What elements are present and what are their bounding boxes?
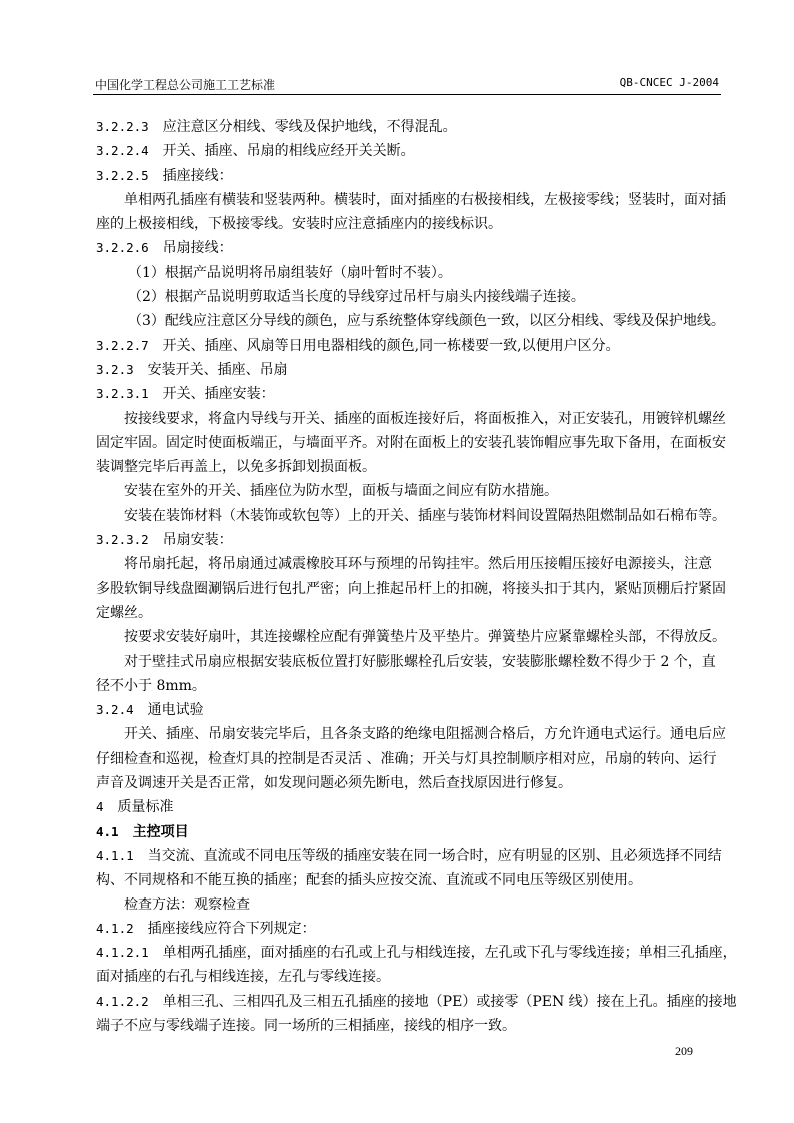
text-line bbox=[96, 334, 722, 358]
section-number: 4.1 bbox=[96, 823, 119, 839]
text-line bbox=[96, 650, 722, 674]
page-header bbox=[93, 76, 721, 95]
text-line bbox=[96, 285, 722, 309]
line-text: 开关、插座、吊扇安装完毕后，且各条支路的绝缘电阻摇测合格后，方允许通电式运行。通电后应 bbox=[124, 726, 726, 743]
page-number: 209 bbox=[675, 1044, 693, 1058]
line-text: 质量标准 bbox=[103, 799, 174, 816]
line-text: 安装在室外的开关、插座位为防水型，面板与墙面之间应有防水措施。 bbox=[124, 483, 558, 500]
text-line bbox=[96, 261, 722, 285]
section-number: 3.2.2.3 bbox=[96, 119, 149, 134]
line-text: 装调整完毕后再盖上，以免多拆卸划损面板。 bbox=[96, 459, 376, 476]
line-text: 开关、插座安装： bbox=[148, 386, 275, 403]
section-number: 3.2.2.7 bbox=[96, 337, 149, 353]
line-text: 固定牢固。固定时使面板端正，与墙面平齐。对附在面板上的安装孔装饰帽应事先取下备用，在面板安 bbox=[96, 434, 726, 451]
line-text: 构、不同规格和不能互换的插座；配套的插头应按交流、直流或不同电压等级区别使用。 bbox=[96, 872, 642, 889]
line-text: 单相两孔插座，面对插座的右孔或上孔与相线连接，左孔或下孔与零线连接；单相三孔插座， bbox=[148, 945, 737, 962]
text-line bbox=[96, 820, 722, 844]
line-text: 定螺丝。 bbox=[96, 604, 152, 621]
text-line bbox=[96, 1014, 722, 1038]
text-line bbox=[96, 625, 726, 649]
text-line bbox=[96, 455, 722, 479]
section-number: 4.1.2 bbox=[96, 920, 134, 936]
text-line bbox=[96, 528, 722, 552]
line-text: 单相三孔、三相四孔及三相五孔插座的接地（PE）或接零（PEN 线）接在上孔。插座的接地 bbox=[148, 993, 737, 1010]
section-number: 3.2.3.1 bbox=[96, 386, 149, 402]
section-number: 3.2.3.2 bbox=[96, 532, 149, 548]
text-line bbox=[96, 601, 722, 625]
text-line bbox=[96, 309, 725, 333]
section-number: 3.2.2.4 bbox=[96, 143, 149, 159]
line-text: 面对插座的右孔与相线连接，左孔与零线连接。 bbox=[96, 969, 390, 986]
line-text: 径不小于 8mm。 bbox=[96, 677, 206, 694]
text-line bbox=[96, 698, 722, 722]
section-number: 3.2.3 bbox=[96, 361, 134, 377]
text-line bbox=[96, 236, 722, 260]
line-text: 开关、插座、吊扇的相线应经开关关断。 bbox=[148, 143, 415, 160]
text-line bbox=[96, 115, 722, 139]
line-text: 当交流、直流或不同电压等级的插座安装在同一场合时，应有明显的区别、且必须选择不同结 bbox=[133, 847, 722, 864]
text-line bbox=[96, 358, 722, 382]
text-line bbox=[96, 212, 722, 236]
text-line bbox=[96, 504, 726, 528]
text-line bbox=[96, 431, 726, 455]
document-body bbox=[96, 115, 737, 1038]
text-line bbox=[96, 893, 722, 917]
text-line bbox=[96, 722, 726, 746]
line-text: 多股软铜导线盘圈涮锅后进行包扎严密；向上推起吊杆上的扣碗，将接头扣于其内，紧贴顶棚后拧紧固 bbox=[96, 580, 726, 597]
section-number: 3.2.2.6 bbox=[96, 240, 149, 256]
section-number: 4 bbox=[96, 799, 104, 815]
line-text: 按接线要求，将盒内导线与开关、插座的面板连接好后，将面板推入，对正安装孔，用镀锌机螺丝 bbox=[124, 410, 726, 427]
text-line bbox=[96, 577, 726, 601]
text-line bbox=[96, 164, 722, 188]
header-code: QB-CNCEC J-2004 bbox=[619, 76, 719, 89]
text-line bbox=[96, 139, 722, 163]
line-text: 开关、插座、风扇等日用电器相线的颜色,同一栋楼要一致,以便用户区分。 bbox=[148, 337, 620, 354]
line-text: 主控项目 bbox=[118, 823, 189, 840]
line-text: 对于壁挂式吊扇应根据安装底板位置打好膨胀螺栓孔后安装，安装膨胀螺栓数不得少于 2 个，直 bbox=[124, 653, 716, 670]
section-number: 4.1.1 bbox=[96, 847, 134, 863]
text-line bbox=[96, 747, 722, 771]
line-text: （1）根据产品说明将吊扇组装好（扇叶暂时不装）。 bbox=[128, 264, 452, 281]
line-text: 检查方法：观察检查 bbox=[124, 896, 250, 913]
line-text: 单相两孔插座有横装和竖装两种。横装时，面对插座的右极接相线，左极接零线；竖装时，面对插 bbox=[124, 191, 726, 208]
line-text: （3）配线应注意区分导线的颜色，应与系统整体穿线颜色一致，以区分相线、零线及保护地线。 bbox=[128, 313, 725, 330]
text-line bbox=[96, 868, 722, 892]
line-text: 吊扇安装： bbox=[148, 532, 233, 549]
line-text: 吊扇接线： bbox=[148, 240, 233, 257]
line-text: 安装在装饰材料（木装饰或软包等）上的开关、插座与装饰材料间设置隔热阻燃制品如石棉布等。 bbox=[124, 507, 726, 524]
line-text: 插座接线应符合下列规定： bbox=[133, 920, 316, 937]
header-title: 中国化学工程总公司施工工艺标准 bbox=[95, 78, 276, 92]
line-text: 按要求安装好扇叶，其连接螺栓应配有弹簧垫片及平垫片。弹簧垫片应紧靠螺栓头部，不得放反。 bbox=[124, 629, 726, 646]
text-line bbox=[96, 674, 722, 698]
line-text: 声音及调速开关是否正常，如发现问题必须先断电，然后查找原因进行修复。 bbox=[96, 775, 572, 792]
text-line bbox=[96, 479, 722, 503]
text-line bbox=[96, 771, 722, 795]
text-line bbox=[96, 965, 722, 989]
text-line bbox=[96, 552, 722, 576]
line-text: 端子不应与零线端子连接。同一场所的三相插座，接线的相序一致。 bbox=[96, 1017, 516, 1034]
text-line bbox=[96, 941, 737, 965]
text-line bbox=[96, 844, 722, 868]
text-line bbox=[96, 188, 726, 212]
text-line bbox=[96, 382, 722, 406]
line-text: 仔细检查和巡视，检查灯具的控制是否灵活 、准确；开关与灯具控制顺序相对应，吊扇的转向、运行 bbox=[96, 750, 717, 767]
section-number: 3.2.2.5 bbox=[96, 167, 149, 183]
line-text: （2）根据产品说明剪取适当长度的导线穿过吊杆与扇头内接线端子连接。 bbox=[128, 289, 585, 306]
text-line bbox=[96, 917, 722, 941]
line-text: 座的上极接相线，下极接零线。安装时应注意插座内的接线标识。 bbox=[96, 216, 502, 233]
line-text: 通电试验 bbox=[133, 702, 204, 719]
text-line bbox=[96, 990, 737, 1014]
text-line bbox=[96, 407, 726, 431]
line-text: 插座接线： bbox=[148, 167, 233, 184]
line-text: 安装开关、插座、吊扇 bbox=[133, 361, 288, 378]
line-text: 将吊扇托起，将吊扇通过减震橡胶耳环与预埋的吊钩挂牢。然后用压接帽压接好电源接头，注意 bbox=[124, 556, 712, 573]
text-line bbox=[96, 795, 722, 819]
section-number: 4.1.2.2 bbox=[96, 993, 149, 1009]
section-number: 4.1.2.1 bbox=[96, 945, 149, 961]
section-number: 3.2.4 bbox=[96, 702, 134, 718]
line-text: 应注意区分相线、零线及保护地线，不得混乱。 bbox=[148, 119, 457, 135]
